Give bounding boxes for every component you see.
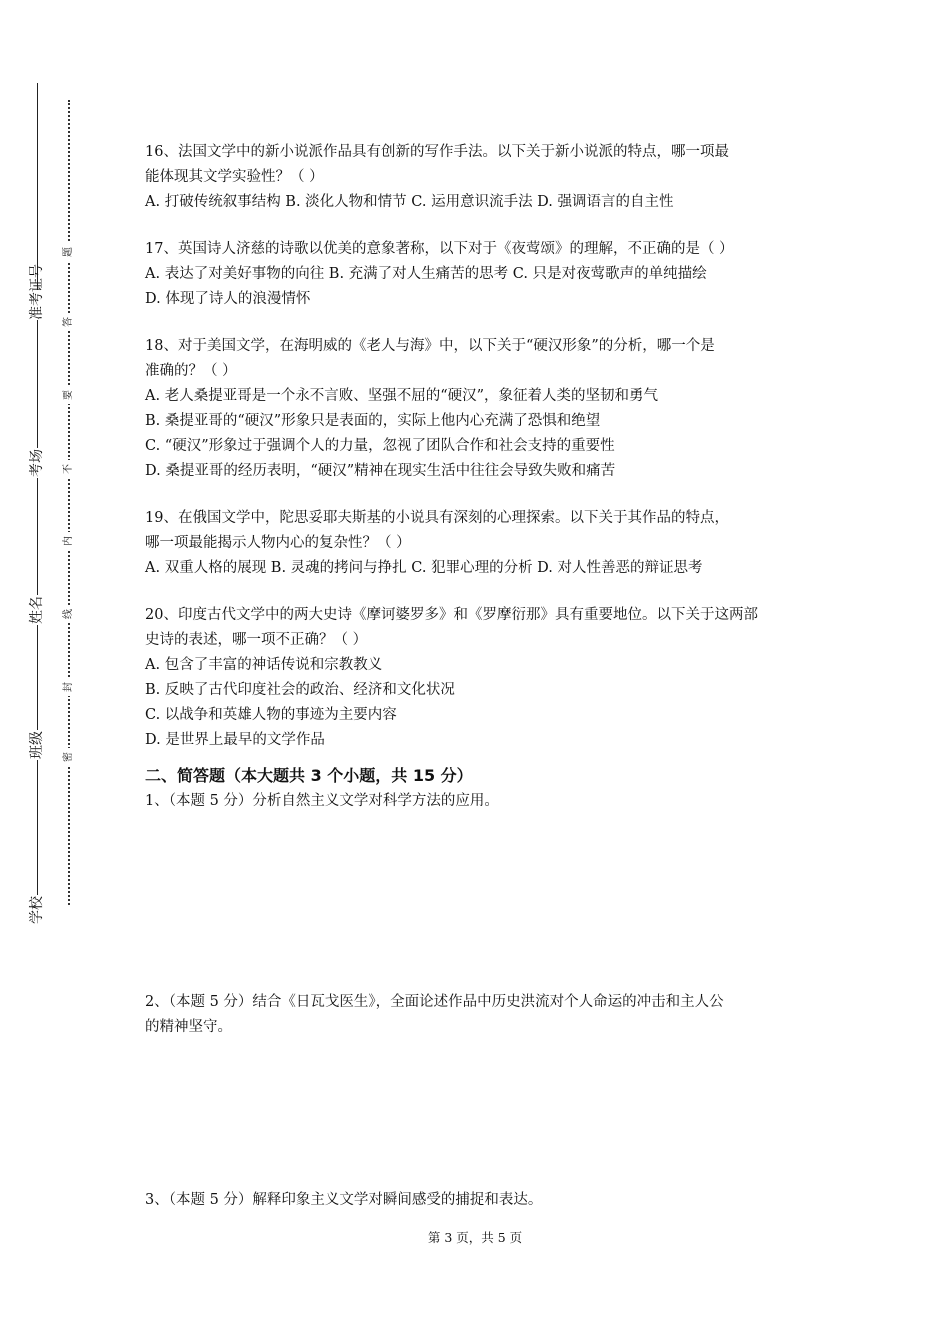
question-stem: 18、对于美国文学，在海明威的《老人与海》中，以下关于“硬汉形象”的分析，哪一个是: [145, 338, 715, 354]
question-stem: 史诗的表述，哪一项不正确？（ ）: [145, 632, 368, 648]
exam-id-label: 准考证号: [22, 290, 52, 320]
question-option: B. 反映了古代印度社会的政治、经济和文化状况: [145, 682, 455, 698]
seal-char: 不: [60, 460, 78, 478]
question-options: A. 表达了对美好事物的向往 B. 充满了对人生痛苦的思考 C. 只是对夜莺歌声的单纯描绘: [145, 266, 707, 282]
seal-char: 答: [60, 313, 78, 331]
seal-char: 内: [60, 532, 78, 550]
seal-char: 封: [60, 678, 78, 696]
question-option: D. 是世界上最早的文学作品: [145, 732, 325, 748]
binding-margin: [0, 0, 74, 1344]
question-stem: 16、法国文学中的新小说派作品具有创新的写作手法。以下关于新小说派的特点，哪一项最: [145, 144, 729, 160]
question-20: [145, 603, 815, 753]
page-footer: 第 3 页，共 5 页: [427, 1230, 523, 1245]
question-18: [145, 334, 815, 484]
question-option: A. 包含了丰富的神话传说和宗教教义: [145, 657, 383, 673]
question-options: A. 打破传统叙事结构 B. 淡化人物和情节 C. 运用意识流手法 D. 强调语言的自主性: [145, 194, 674, 210]
seal-char: 题: [60, 243, 78, 261]
question-options: A. 双重人格的展现 B. 灵魂的拷问与挣扎 C. 犯罪心理的分析 D. 对人性善恶的辩证思考: [145, 560, 703, 576]
essay-question-1: 1、（本题 5 分）分析自然主义文学对科学方法的应用。: [145, 793, 499, 809]
question-stem: 哪一项最能揭示人物内心的复杂性？（ ）: [145, 535, 411, 551]
essay-line: 2、（本题 5 分）结合《日瓦戈医生》，全面论述作品中历史洪流对个人命运的冲击和主人公: [145, 994, 724, 1010]
question-options: D. 体现了诗人的浪漫情怀: [145, 291, 311, 307]
seal-dotted-line: [68, 100, 70, 905]
question-19: [145, 506, 815, 581]
question-17: [145, 237, 815, 312]
seal-char: 密: [60, 748, 78, 766]
section-title: 二、简答题（本大题共 3 个小题，共 15 分）: [145, 766, 473, 785]
question-stem: 能体现其文学实验性？（ ）: [145, 169, 324, 185]
question-option: C. 以战争和英雄人物的事迹为主要内容: [145, 707, 397, 723]
question-option: B. 桑提亚哥的“硬汉”形象只是表面的，实际上他内心充满了恐惧和绝望: [145, 413, 601, 429]
name-label: 姓名: [22, 595, 52, 625]
school-label: 学校: [22, 895, 52, 925]
question-stem: 17、英国诗人济慈的诗歌以优美的意象著称，以下对于《夜莺颂》的理解，不正确的是（ ）: [145, 241, 734, 257]
question-stem: 20、印度古代文学中的两大史诗《摩诃婆罗多》和《罗摩衍那》具有重要地位。以下关于这两部: [145, 607, 758, 623]
essay-question-3: [145, 1188, 815, 1213]
essay-question-2: [145, 990, 815, 1040]
question-stem: 19、在俄国文学中，陀思妥耶夫斯基的小说具有深刻的心理探索。以下关于其作品的特点，: [145, 510, 729, 526]
binding-line: [37, 83, 38, 903]
question-option: D. 桑提亚哥的经历表明，“硬汉”精神在现实生活中往往会导致失败和痛苦: [145, 463, 616, 479]
class-label: 班级: [22, 730, 52, 760]
exam-room-label: 考场: [22, 448, 52, 478]
essay-line: 3、（本题 5 分）解释印象主义文学对瞬间感受的捕捉和表达。: [145, 1192, 543, 1208]
question-option: A. 老人桑提亚哥是一个永不言败、坚强不屈的“硬汉”，象征着人类的坚韧和勇气: [145, 388, 659, 404]
question-list: [145, 140, 815, 814]
seal-char: 要: [60, 386, 78, 404]
seal-char: 线: [60, 605, 78, 623]
question-option: C. “硬汉”形象过于强调个人的力量，忽视了团队合作和社会支持的重要性: [145, 438, 615, 454]
question-16: [145, 140, 815, 215]
question-stem: 准确的？（ ）: [145, 363, 237, 379]
essay-line: 的精神坚守。: [145, 1019, 232, 1035]
